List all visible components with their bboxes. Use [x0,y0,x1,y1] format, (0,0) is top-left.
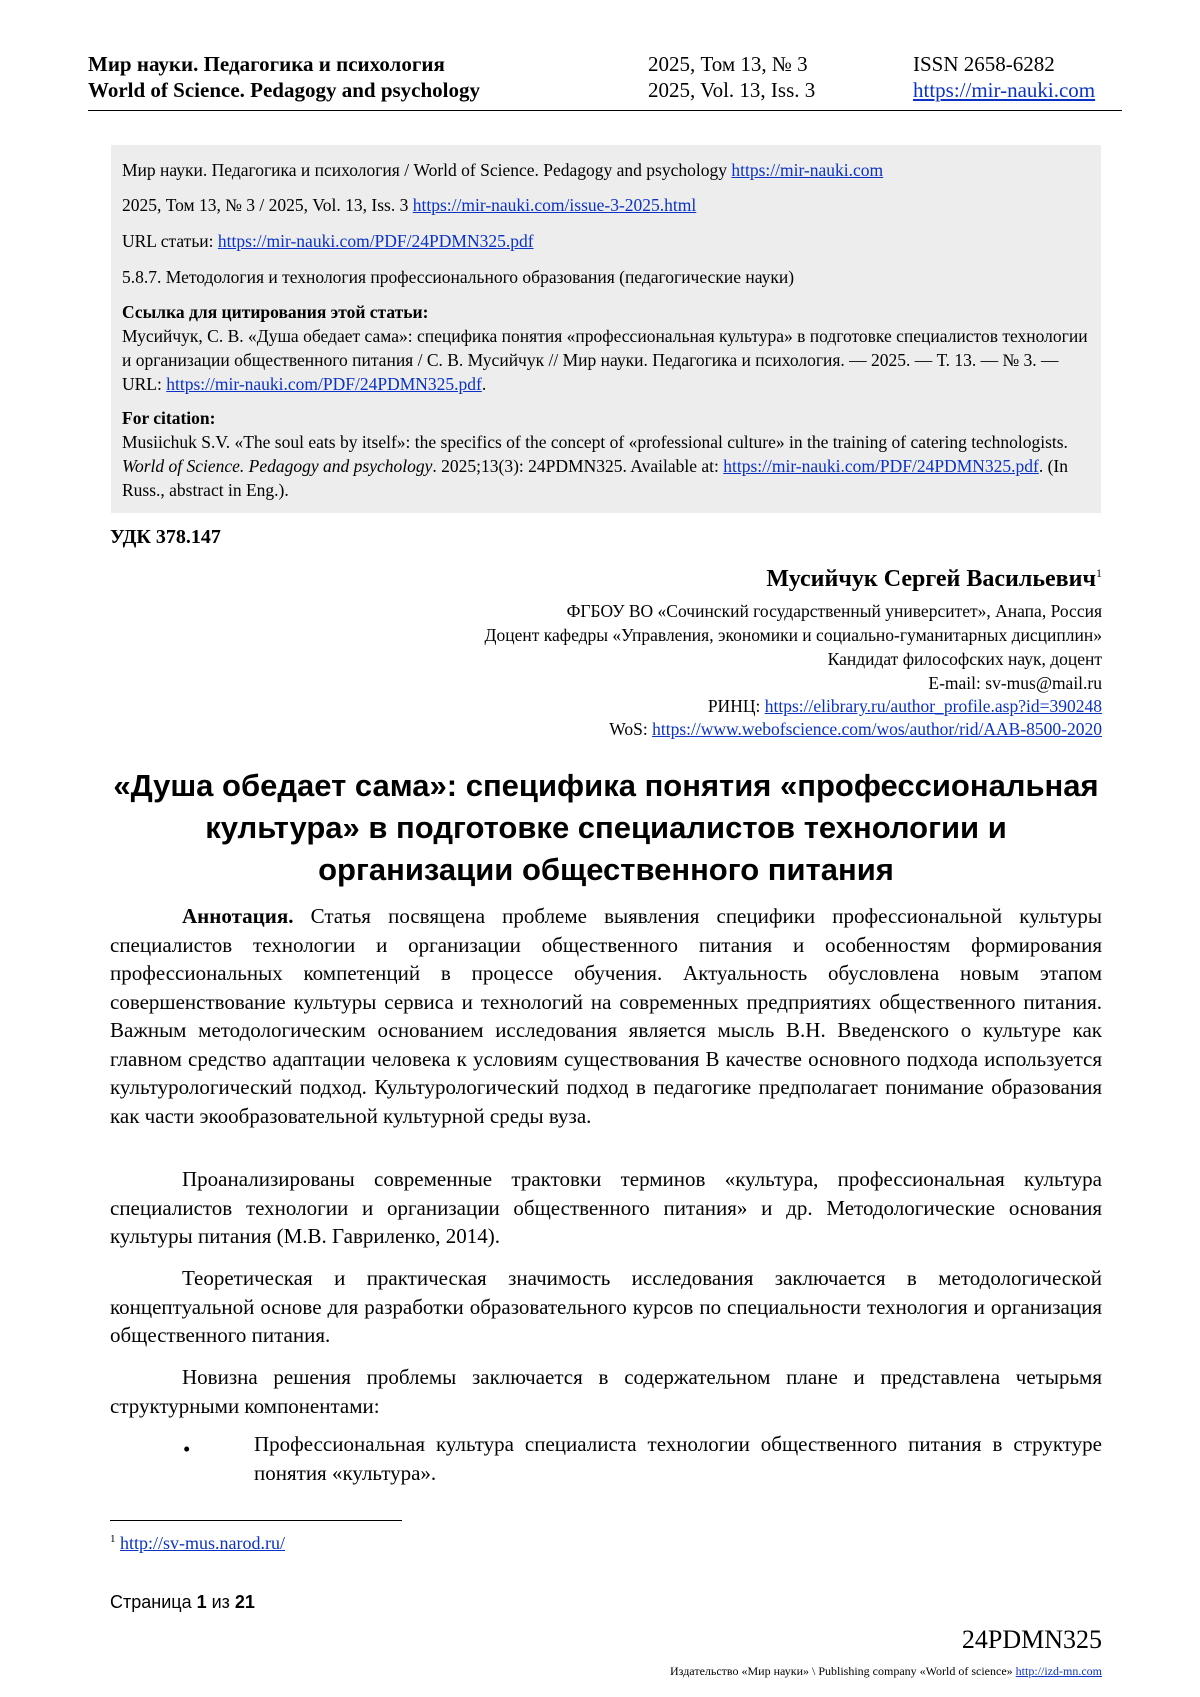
site-link[interactable]: https://mir-nauki.com [913,78,1096,102]
citation-en: For citation: Musiichuk S.V. «The soul eats by itself»: the specifics of the concept of «professional culture» in the training of catering technologists. World of Science. Pedagogy and psychology. 2025;13(3): 24PDMN325. Available at: https://mir-nauki.com/PDF/24PDMN325.pdf. (In Russ., abstract in Eng.). [122,408,1069,500]
header-divider [88,110,1122,111]
author-rinc: РИНЦ: https://elibrary.ru/author_profile.asp?id=390248 [707,696,1102,716]
wos-link[interactable]: https://www.webofscience.com/wos/author/rid/AAB-8500-2020 [652,719,1102,739]
author-degree: Кандидат философских наук, доцент [827,649,1102,669]
article-url-link[interactable]: https://mir-nauki.com/PDF/24PDMN325.pdf [217,231,534,251]
author-email: E-mail: sv-mus@mail.ru [928,673,1102,693]
footnote-divider [110,1520,402,1521]
author-wos: WoS: https://www.webofscience.com/wos/author/rid/AAB-8500-2020 [609,719,1102,739]
journal-link[interactable]: https://mir-nauki.com [731,160,884,180]
issue-link[interactable]: https://mir-nauki.com/issue-3-2025.html [412,195,697,215]
publisher-link[interactable]: http://izd-mn.com [1015,1664,1102,1678]
udk: УДК 378.147 [110,526,221,548]
journal-title-header [88,51,480,103]
citation-ru-heading: Ссылка для цитирования этой статьи: [122,302,429,322]
footnote-link[interactable]: http://sv-mus.narod.ru/ [120,1533,285,1553]
citation-en-link[interactable]: https://mir-nauki.com/PDF/24PDMN325.pdf [723,456,1039,476]
list-item: Профессиональная культура специалиста технологии общественного питания в структуре понятия «культура». [254,1432,1102,1485]
footnote: $^1$ http://sv-mus.narod.ru/ [110,1533,285,1553]
article-url-line: URL статьи: https://mir-nauki.com/PDF/24PDMN325.pdf [122,231,534,251]
rinc-link[interactable]: https://elibrary.ru/author_profile.asp?id=390248 [764,696,1102,716]
publisher-line: Издательство «Мир науки» \ Publishing company «World of science» http://izd-mn.com [670,1664,1102,1678]
citation-ru: Ссылка для цитирования этой статьи: Мусийчук, С. В. «Душа обедает сама»: специфика понятия «профессиональная культура» в подготовке специалистов технологии и организации общественного питания / С. В. Мусийчук // Мир науки. Педагогика и психология. — 2025. — Т. 13. — № 3. — URL: https://mir-nauki.com/PDF/24PDMN325.pdf. [122,302,1088,394]
journal-title-ru: Мир науки. Педагогика и психология [88,52,445,76]
page-number: Страница 1 из 21 [110,1592,255,1612]
journal-title-en: World of Science. Pedagogy and psychology [88,78,481,102]
citation-en-heading: For citation: [122,408,216,428]
journal-line: Мир науки. Педагогика и психология / World of Science. Pedagogy and psychology https://mir-nauki.com [122,160,884,180]
issue-en: 2025, Vol. 13, Iss. 3 [648,78,816,102]
issue-header [648,51,815,103]
abstract-paragraph-4: Новизна решения проблемы заключается в содержательном плане и представлена четырьмя структурными компонентами: [110,1365,1102,1418]
author-footnote-mark: 1 [1096,566,1102,580]
author-affiliation: ФГБОУ ВО «Сочинский государственный университет», Анапа, Россия [566,601,1102,621]
issue-line: 2025, Том 13, № 3 / 2025, Vol. 13, Iss. 3 https://mir-nauki.com/issue-3-2025.html [122,195,697,215]
article-code: 24PDMN325 [961,1625,1102,1654]
abstract-paragraph-3: Теоретическая и практическая значимость исследования заключается в методологической концептуальной основе для разработки образовательного курсов по специальности технология и организация общественного питания. [110,1266,1102,1347]
author-position: Доцент кафедры «Управления, экономики и социально-гуманитарных дисциплин» [484,625,1102,645]
article-title: «Душа обедает сама»: специфика понятия «профессиональная культура» в подготовке специалистов технологии и организации общественного питания [113,768,1099,887]
abstract-paragraph-2: Проанализированы современные трактовки терминов «культура, профессиональная культура специалистов технологии и организации общественного питания» и др. Методологические основания культуры питания (М.В. Гавриленко, 2014). [110,1167,1102,1248]
bullet-icon: • [183,1437,191,1461]
issn-header [913,51,1095,103]
abstract-label: Аннотация. [182,904,294,928]
issue-ru: 2025, Том 13, № 3 [648,52,808,76]
specialty-line: 5.8.7. Методология и технология профессионального образования (педагогические науки) [122,267,795,287]
issn: ISSN 2658-6282 [913,52,1055,76]
author-name: Мусийчук Сергей Васильевич$^1$ [766,566,1102,592]
citation-ru-link[interactable]: https://mir-nauki.com/PDF/24PDMN325.pdf [166,374,482,394]
abstract-paragraph-1: Аннотация. Статья посвящена проблеме выявления специфики профессиональной культуры специалистов технологии и организации общественного питания и особенностям формирования профессиональных компетенций в процессе обучения. Актуальность обусловлена новым этапом совершенствование культуры сервиса и технологий на современных предприятиях общественного питания. Важным методологическим основанием исследования является мысль В.Н. Введенского о культуре как главном средство адаптации человека к условиям существования В качестве основного подхода используется культурологический подход. Культурологический подход в педагогике предполагает понимание образования как части экообразовательной культурной среды вуза. [110,904,1102,1128]
